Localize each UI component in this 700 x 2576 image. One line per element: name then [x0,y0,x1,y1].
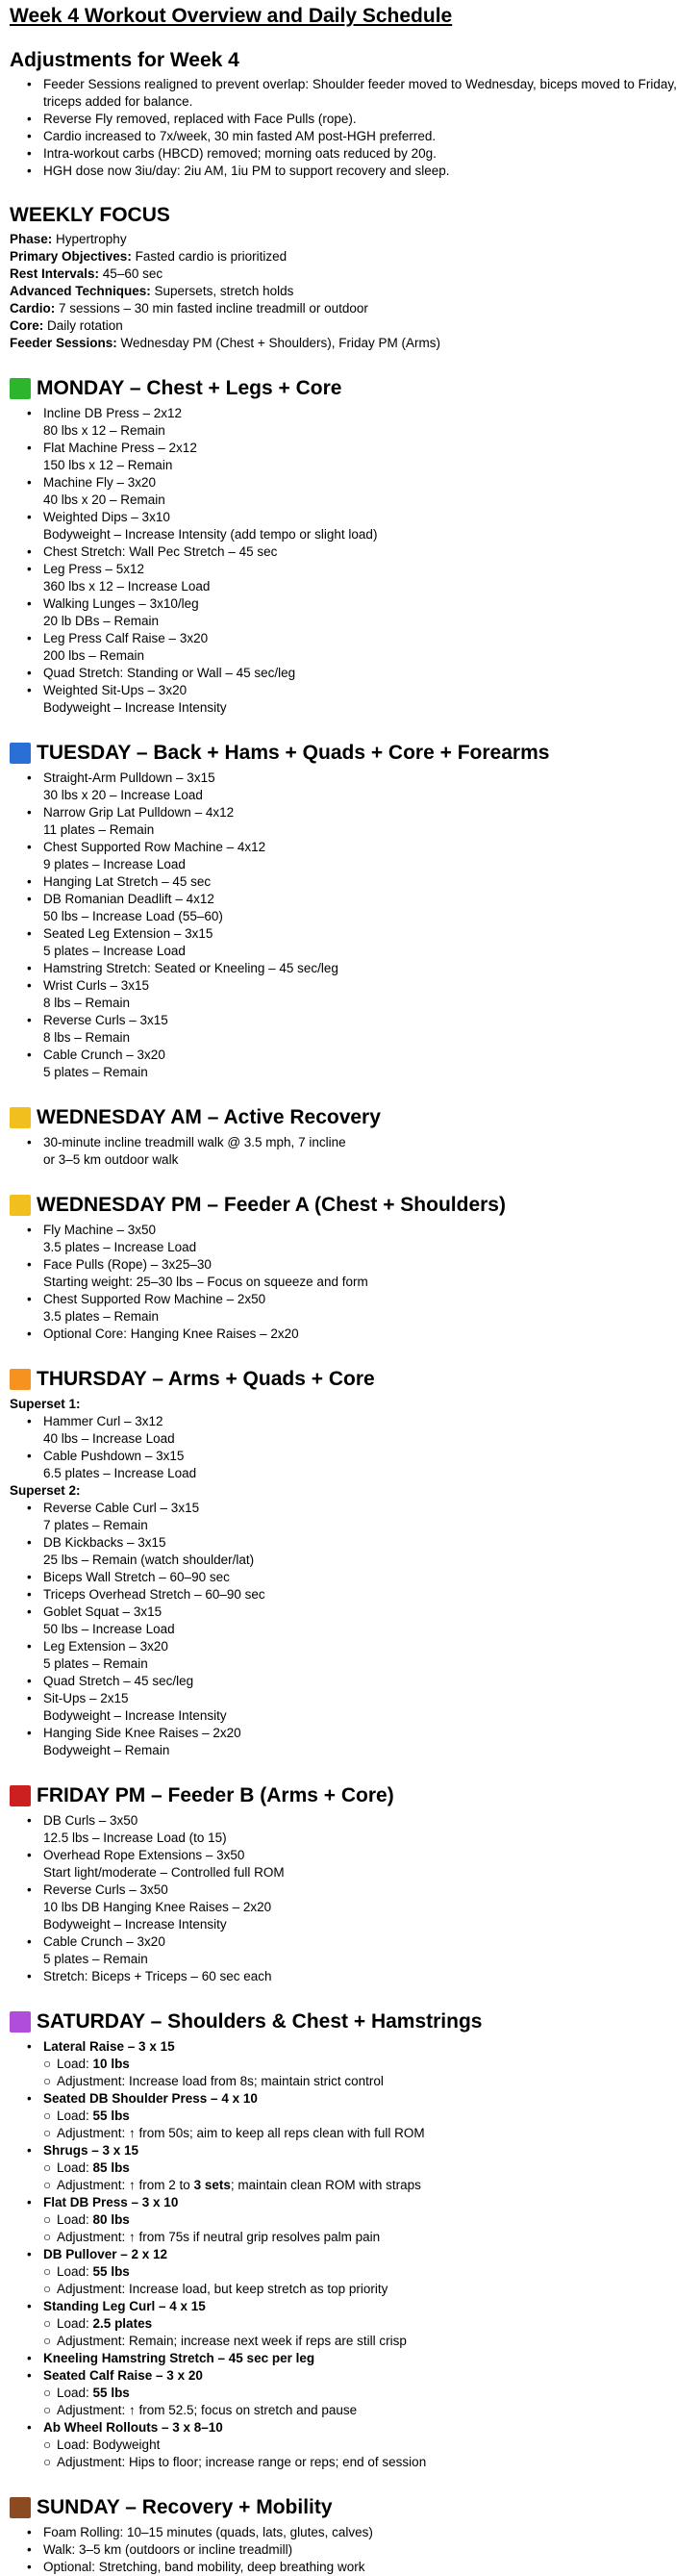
exercise-subdetail: ○ Load: 10 lbs [43,2057,130,2071]
exercise-name: Hammer Curl – 3x12 [43,1414,163,1428]
exercise-detail: 5 plates – Remain [43,1065,148,1079]
exercise-subdetail: ○ Load: 55 lbs [43,2264,130,2279]
exercise-detail: 5 plates – Remain [43,1952,148,1966]
exercise-detail: 150 lbs x 12 – Remain [43,458,173,472]
exercise-name: Goblet Squat – 3x15 [43,1604,162,1619]
exercise-name: DB Romanian Deadlift – 4x12 [43,892,214,906]
exercise-name: Machine Fly – 3x20 [43,475,157,490]
list-item [43,1326,690,1343]
exercise-name: Flat Machine Press – 2x12 [43,441,197,455]
day-wednesday-am [10,1104,690,1169]
exercise-subdetail: ○ Load: Bodyweight [43,2437,161,2452]
exercise-name: Leg Extension – 3x20 [43,1639,168,1654]
circle-bullet-icon: ○ [43,2057,52,2071]
list-item [43,925,690,960]
weekly-focus-section [10,203,690,352]
circle-bullet-icon: ○ [43,2455,52,2469]
list-item [43,630,690,665]
list-item [43,440,690,474]
exercise-detail: Bodyweight – Increase Intensity (add tempo or slight load) [43,527,378,542]
exercise-name: Seated DB Shoulder Press – 4 x 10 [43,2091,258,2106]
circle-bullet-icon: ○ [43,2160,52,2175]
day-title: TUESDAY – Back + Hams + Quads + Core + Forearms [37,742,550,764]
page-title: Week 4 Workout Overview and Daily Schedule [10,5,453,27]
exercise-name: Cable Pushdown – 3x15 [43,1449,185,1463]
day-thursday [10,1366,690,1759]
focus-techniques: Advanced Techniques: Supersets, stretch holds [10,284,294,298]
list-item [43,1047,690,1081]
day-heading [10,740,690,767]
focus-cardio: Cardio: 7 sessions – 30 min fasted incline treadmill or outdoor [10,301,368,316]
list-item [43,1222,690,1256]
yellow-square-icon [10,1107,31,1128]
exercise-detail: 25 lbs – Remain (watch shoulder/lat) [43,1553,255,1567]
exercise-name: Walk: 3–5 km (outdoors or incline treadmill) [43,2542,293,2557]
orange-square-icon [10,1369,31,1390]
exercise-name: Chest Supported Row Machine – 2x50 [43,1292,266,1306]
exercise-name: Hamstring Stretch: Seated or Kneeling – 45 sec/leg [43,961,338,975]
exercise-list [10,2524,690,2576]
list-item [43,2038,690,2090]
list-item [43,1968,690,1985]
exercise-subdetail: ○ Load: 55 lbs [43,2386,130,2400]
list-item [43,1933,690,1968]
exercise-detail: 8 lbs – Remain [43,996,131,1010]
exercise-detail: Starting weight: 25–30 lbs – Focus on squeeze and form [43,1275,368,1289]
list-item [43,804,690,839]
list-item [43,2367,690,2419]
exercise-name: Reverse Cable Curl – 3x15 [43,1501,200,1515]
list-item [43,2559,690,2576]
exercise-list [10,1413,690,1482]
exercise-detail: 50 lbs – Increase Load (55–60) [43,909,223,923]
red-square-icon [10,1785,31,1806]
exercise-name: DB Kickbacks – 3x15 [43,1535,166,1550]
blue-square-icon [10,743,31,764]
exercise-detail: or 3–5 km outdoor walk [43,1152,179,1167]
list-item [43,665,690,682]
list-item [43,595,690,630]
exercise-detail: 6.5 plates – Increase Load [43,1466,197,1480]
exercise-list [10,405,690,717]
exercise-detail: Bodyweight – Increase Intensity [43,700,227,715]
circle-bullet-icon: ○ [43,2264,52,2279]
list-item [43,682,690,717]
list-item [43,1847,690,1881]
exercise-name: Quad Stretch: Standing or Wall – 45 sec/leg [43,666,296,680]
list-item [43,960,690,977]
exercise-detail: 5 plates – Remain [43,1656,148,1671]
exercise-detail: 3.5 plates – Remain [43,1309,160,1324]
exercise-list [10,1134,690,1169]
exercise-name: Hanging Lat Stretch – 45 sec [43,874,212,889]
exercise-detail: 40 lbs x 20 – Remain [43,492,165,507]
superset-label: Superset 1: [10,1397,81,1411]
exercise-detail: 11 plates – Remain [43,822,155,837]
day-friday [10,1782,690,1985]
list-item [43,977,690,1012]
list-item [43,1725,690,1759]
list-item [43,1012,690,1047]
list-item [43,474,690,509]
list-item [43,561,690,595]
day-title: THURSDAY – Arms + Quads + Core [37,1368,375,1390]
list-item [43,1812,690,1847]
exercise-name: Optional: Stretching, band mobility, deep breathing work [43,2560,365,2574]
list-item [43,2246,690,2298]
list-item [43,839,690,873]
list-item [43,2419,690,2471]
exercise-subdetail: ○ Adjustment: Increase load from 8s; maintain strict control [43,2074,384,2088]
exercise-detail: 9 plates – Increase Load [43,857,186,871]
list-item [43,1569,690,1586]
adjustments-list [10,76,690,180]
list-item [43,1534,690,1569]
circle-bullet-icon: ○ [43,2437,52,2452]
list-item [43,1690,690,1725]
exercise-name: Optional Core: Hanging Knee Raises – 2x20 [43,1326,299,1341]
circle-bullet-icon: ○ [43,2109,52,2123]
exercise-name: Kneeling Hamstring Stretch – 45 sec per leg [43,2351,315,2365]
exercise-subdetail: ○ Adjustment: ↑ from 50s; aim to keep all reps clean with full ROM [43,2126,425,2140]
circle-bullet-icon: ○ [43,2212,52,2227]
weekly-focus-heading: WEEKLY FOCUS [10,204,170,226]
day-title: SATURDAY – Shoulders & Chest + Hamstrings [37,2010,483,2033]
day-tuesday [10,740,690,1081]
day-title: SUNDAY – Recovery + Mobility [37,2496,333,2518]
list-item [43,405,690,440]
exercise-subdetail: ○ Adjustment: ↑ from 2 to 3 sets; maintain clean ROM with straps [43,2178,421,2192]
focus-rest: Rest Intervals: 45–60 sec [10,266,163,281]
circle-bullet-icon: ○ [43,2178,52,2192]
list-item [43,1256,690,1291]
day-title: WEDNESDAY AM – Active Recovery [37,1106,381,1128]
list-item [43,2541,690,2559]
circle-bullet-icon: ○ [43,2282,52,2296]
superset-label: Superset 2: [10,1483,81,1498]
exercise-detail: 3.5 plates – Increase Load [43,1240,197,1254]
exercise-name: 30-minute incline treadmill walk @ 3.5 mph, 7 incline [43,1135,346,1149]
list-item: • Reverse Fly removed, replaced with Face Pulls (rope). [43,111,690,128]
circle-bullet-icon: ○ [43,2230,52,2244]
exercise-name: Lateral Raise – 3 x 15 [43,2039,175,2054]
list-item [43,2524,690,2541]
exercise-name: Overhead Rope Extensions – 3x50 [43,1848,245,1862]
exercise-name: Quad Stretch – 45 sec/leg [43,1674,194,1688]
day-saturday [10,2008,690,2471]
day-heading [10,2494,690,2521]
exercise-name: DB Curls – 3x50 [43,1813,138,1828]
exercise-detail: Bodyweight – Increase Intensity [43,1708,227,1723]
exercise-list [10,770,690,1081]
list-item [43,1881,690,1916]
list-item [43,2298,690,2350]
exercise-subdetail: ○ Load: 80 lbs [43,2212,130,2227]
exercise-name: Incline DB Press – 2x12 [43,406,183,420]
list-item [43,1413,690,1448]
exercise-name: Face Pulls (Rope) – 3x25–30 [43,1257,212,1272]
exercise-name: Ab Wheel Rollouts – 3 x 8–10 [43,2420,223,2435]
exercise-subdetail: ○ Adjustment: Remain; increase next week if reps are still crisp [43,2334,407,2348]
list-item [43,1500,690,1534]
exercise-detail: 50 lbs – Increase Load [43,1622,175,1636]
exercise-detail: 40 lbs – Increase Load [43,1431,175,1446]
exercise-detail: 10 lbs DB Hanging Knee Raises – 2x20 [43,1900,272,1914]
exercise-name: Weighted Sit-Ups – 3x20 [43,683,188,697]
exercise-subdetail: ○ Adjustment: ↑ from 75s if neutral grip resolves palm pain [43,2230,381,2244]
exercise-name: Straight-Arm Pulldown – 3x15 [43,770,215,785]
green-square-icon [10,378,31,399]
focus-phase: Phase: Hypertrophy [10,232,127,246]
exercise-name: Chest Stretch: Wall Pec Stretch – 45 sec [43,544,278,559]
exercise-name: Sit-Ups – 2x15 [43,1691,129,1705]
day-heading [10,1104,690,1131]
exercise-list [10,1222,690,1343]
list-item: • Cardio increased to 7x/week, 30 min fasted AM post-HGH preferred. [43,128,690,145]
exercise-name: Reverse Curls – 3x15 [43,1013,168,1027]
day-sunday [10,2494,690,2576]
focus-feeder: Feeder Sessions: Wednesday PM (Chest + Shoulders), Friday PM (Arms) [10,336,441,350]
list-item [43,543,690,561]
exercise-name: Shrugs – 3 x 15 [43,2143,139,2158]
exercise-name: DB Pullover – 2 x 12 [43,2247,168,2261]
day-heading [10,1782,690,1809]
day-heading [10,1366,690,1393]
exercise-subdetail: ○ Load: 55 lbs [43,2109,130,2123]
exercise-detail: 20 lb DBs – Remain [43,614,160,628]
exercise-list [10,1500,690,1759]
exercise-name: Weighted Dips – 3x10 [43,510,170,524]
focus-core: Core: Daily rotation [10,318,123,333]
exercise-name: Bodyweight – Increase Intensity [43,1917,227,1932]
exercise-subdetail: ○ Load: 2.5 plates [43,2316,153,2331]
circle-bullet-icon: ○ [43,2074,52,2088]
exercise-name: Standing Leg Curl – 4 x 15 [43,2299,206,2313]
list-item: • Intra-workout carbs (HBCD) removed; morning oats reduced by 20g. [43,145,690,163]
list-item [43,1134,690,1169]
exercise-name: Seated Leg Extension – 3x15 [43,926,213,941]
exercise-detail: 360 lbs x 12 – Increase Load [43,579,211,593]
list-item [43,2090,690,2142]
exercise-list [10,1812,690,1985]
list-item [43,2350,690,2367]
exercise-detail: 8 lbs – Remain [43,1030,131,1045]
list-item [43,770,690,804]
circle-bullet-icon: ○ [43,2126,52,2140]
exercise-name: Stretch: Biceps + Triceps – 60 sec each [43,1969,272,1983]
exercise-subdetail: ○ Adjustment: Increase load, but keep stretch as top priority [43,2282,388,2296]
day-wednesday-pm [10,1192,690,1343]
exercise-name: Fly Machine – 3x50 [43,1223,157,1237]
focus-objectives: Primary Objectives: Fasted cardio is prioritized [10,249,288,264]
day-heading [10,1192,690,1219]
list-item [43,1448,690,1482]
exercise-detail: Start light/moderate – Controlled full ROM [43,1865,285,1880]
exercise-detail: Bodyweight – Remain [43,1743,170,1757]
exercise-name: Flat DB Press – 3 x 10 [43,2195,179,2210]
list-item [43,1638,690,1673]
exercise-detail: 30 lbs x 20 – Increase Load [43,788,203,802]
circle-bullet-icon: ○ [43,2316,52,2331]
exercise-name: Seated Calf Raise – 3 x 20 [43,2368,203,2383]
list-item: • Feeder Sessions realigned to prevent overlap: Shoulder feeder moved to Wednesday, biceps moved to Friday, triceps added for balance. [43,76,690,111]
circle-bullet-icon: ○ [43,2403,52,2417]
exercise-detail: 5 plates – Increase Load [43,944,186,958]
exercise-subdetail: ○ Adjustment: Hips to floor; increase range or reps; end of session [43,2455,427,2469]
day-title: MONDAY – Chest + Legs + Core [37,377,342,399]
day-heading [10,375,690,402]
exercise-name: Walking Lunges – 3x10/leg [43,596,199,611]
exercise-name: Wrist Curls – 3x15 [43,978,150,993]
exercise-detail: 200 lbs – Remain [43,648,145,663]
exercise-detail: 12.5 lbs – Increase Load (to 15) [43,1831,227,1845]
yellow-square-icon [10,1195,31,1216]
exercise-name: Hanging Side Knee Raises – 2x20 [43,1726,241,1740]
day-heading [10,2008,690,2035]
exercise-name: Cable Crunch – 3x20 [43,1934,165,1949]
list-item [43,1916,690,1933]
exercise-name: Cable Crunch – 3x20 [43,1048,165,1062]
exercise-detail: 80 lbs x 12 – Remain [43,423,165,438]
day-title: FRIDAY PM – Feeder B (Arms + Core) [37,1784,394,1806]
list-item [43,2194,690,2246]
list-item: • HGH dose now 3iu/day: 2iu AM, 1iu PM to support recovery and sleep. [43,163,690,180]
exercise-subdetail: ○ Load: 85 lbs [43,2160,130,2175]
list-item [43,1673,690,1690]
exercise-name: Chest Supported Row Machine – 4x12 [43,840,266,854]
circle-bullet-icon: ○ [43,2386,52,2400]
exercise-name: Biceps Wall Stretch – 60–90 sec [43,1570,230,1584]
purple-square-icon [10,2011,31,2033]
exercise-name: Leg Press Calf Raise – 3x20 [43,631,209,645]
exercise-subdetail: ○ Adjustment: ↑ from 52.5; focus on stretch and pause [43,2403,358,2417]
list-item [43,1604,690,1638]
exercise-name: Triceps Overhead Stretch – 60–90 sec [43,1587,265,1602]
circle-bullet-icon: ○ [43,2334,52,2348]
list-item [43,873,690,891]
list-item [43,509,690,543]
exercise-name: Leg Press – 5x12 [43,562,145,576]
list-item [43,891,690,925]
exercise-name: Reverse Curls – 3x50 [43,1882,168,1897]
exercise-name: Narrow Grip Lat Pulldown – 4x12 [43,805,235,820]
day-monday [10,375,690,717]
list-item [43,1586,690,1604]
list-item [43,1291,690,1326]
list-item [43,2142,690,2194]
day-title: WEDNESDAY PM – Feeder A (Chest + Shoulders) [37,1194,506,1216]
exercise-name: Foam Rolling: 10–15 minutes (quads, lats, glutes, calves) [43,2525,373,2539]
adjustments-heading: Adjustments for Week 4 [10,49,239,71]
exercise-list [10,2038,690,2471]
adjustments-section [10,48,690,180]
exercise-detail: 7 plates – Remain [43,1518,148,1532]
